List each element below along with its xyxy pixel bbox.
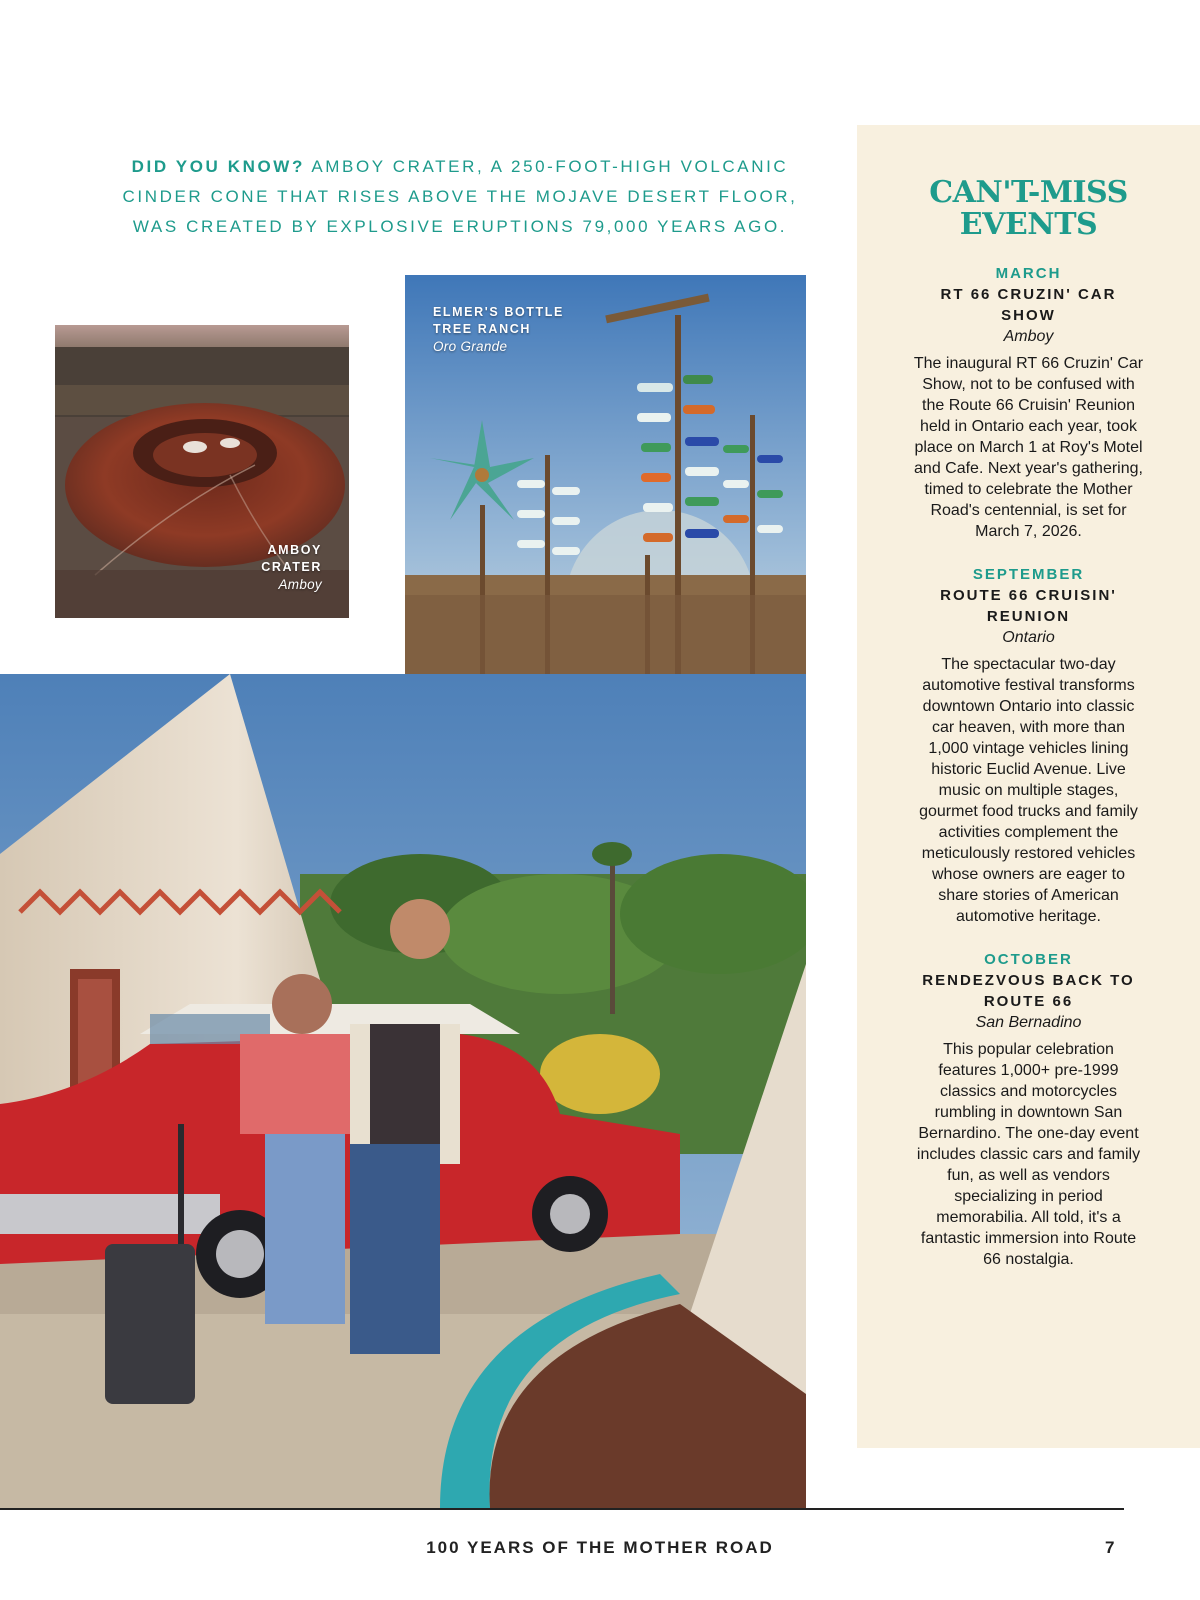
did-you-know-text: AMBOY CRATER, A 250-FOOT-HIGH VOLCANIC CINDER CONE THAT RISES ABOVE THE MOJAVE DESERT FLOOR, WAS CREATED BY EXPLOSIVE ERUPTIONS 79,000 YEARS AGO. <box>122 157 798 236</box>
footer-rule <box>0 1508 1124 1510</box>
event-march <box>914 263 1144 542</box>
sidebar-title-line2: EVENTS <box>959 207 1098 242</box>
amboy-crater-caption-title: AMBOY CRATER <box>261 543 322 574</box>
event-name: ROUTE 66 CRUISIN' REUNION <box>940 587 1117 625</box>
event-location: Ontario <box>1002 629 1055 646</box>
bottle-tree-ranch-caption-title: ELMER'S BOTTLE TREE RANCH <box>433 305 564 336</box>
footer-title: 100 YEARS OF THE MOTHER ROAD <box>426 1538 774 1557</box>
event-september <box>914 564 1144 927</box>
sidebar-title-line1: CAN'T-MISS <box>929 175 1128 210</box>
event-description: The inaugural RT 66 Cruzin' Car Show, not to be confused with the Route 66 Cruisin' Reunion held in Ontario each year, took place on March 1 at Roy's Motel and Cafe. Next year's gathering, timed to celebrate the Mother Road's centennial, is set for March 7, 2026. <box>913 355 1144 540</box>
did-you-know-lead: DID YOU KNOW? <box>131 157 305 176</box>
cant-miss-events-sidebar <box>857 125 1200 1448</box>
event-description: The spectacular two-day automotive festival transforms downtown Ontario into classic car heaven, with more than 1,000 vintage vehicles lining historic Euclid Avenue. Live music on multiple stages, gourmet food trucks and family activities complement the meticulously restored vehicles whose owners are eager to share stories of American automotive heritage. <box>919 656 1138 925</box>
event-month: OCTOBER <box>984 951 1073 968</box>
event-location: San Bernadino <box>975 1014 1082 1031</box>
event-name: RT 66 CRUZIN' CAR SHOW <box>940 286 1117 324</box>
sidebar-title <box>857 177 1200 241</box>
did-you-know-callout <box>110 152 810 242</box>
event-location: Amboy <box>1003 328 1054 345</box>
amboy-crater-caption <box>258 542 322 593</box>
event-name: RENDEZVOUS BACK TO ROUTE 66 <box>922 972 1135 1010</box>
wigwam-motel-photo <box>0 674 806 1508</box>
event-month: MARCH <box>995 265 1062 282</box>
event-october <box>914 949 1144 1270</box>
event-month: SEPTEMBER <box>972 566 1085 583</box>
bottle-tree-ranch-caption-place: Oro Grande <box>433 339 508 354</box>
page-number: 7 <box>1105 1538 1115 1557</box>
amboy-crater-caption-place: Amboy <box>278 577 322 592</box>
bottle-tree-ranch-caption <box>433 304 573 355</box>
event-description: This popular celebration features 1,000+ pre-1999 classics and motorcycles rumbling in downtown San Bernardino. The one-day event includes classic cars and family fun, as well as vendors specializing in period memorabilia. All told, it's a fantastic immersion into Route 66 nostalgia. <box>916 1041 1141 1268</box>
